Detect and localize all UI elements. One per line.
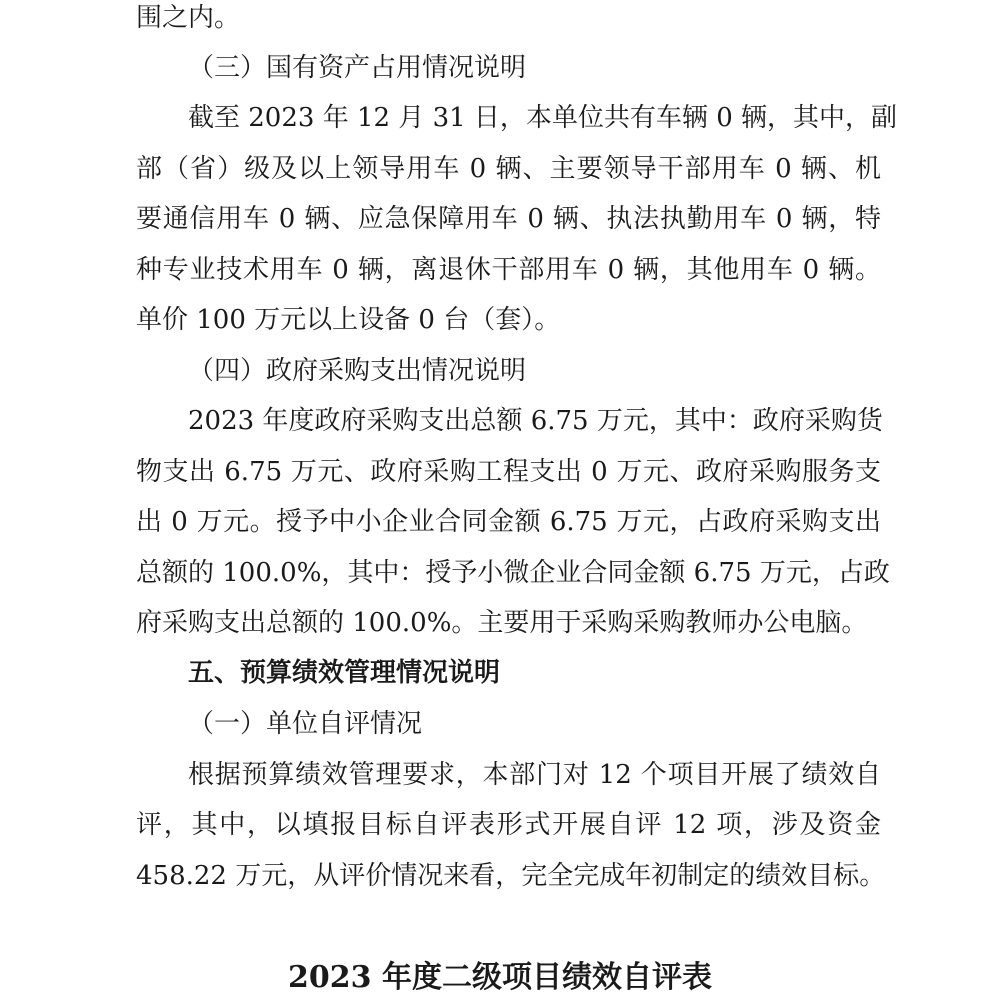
- section-heading-state-assets: （三）国有资产占用情况说明: [188, 53, 527, 83]
- subsection-heading-self-evaluation: （一）单位自评情况: [188, 709, 423, 739]
- paragraph-line: 458.22 万元，从评价情况来看，完全完成年初制定的绩效目标。: [136, 861, 886, 891]
- paragraph-line: 物支出 6.75 万元、政府采购工程支出 0 万元、政府采购服务支: [136, 457, 881, 487]
- paragraph-line: 评，其中，以填报目标自评表形式开展自评 12 项，涉及资金: [136, 810, 881, 840]
- paragraph-line: 2023 年度政府采购支出总额 6.75 万元，其中：政府采购货: [188, 406, 883, 436]
- paragraph-line: 围之内。: [136, 3, 241, 33]
- paragraph-line: 总额的 100.0%，其中：授予小微企业合同金额 6.75 万元，占政: [136, 558, 890, 588]
- paragraph-line: 部（省）级及以上领导用车 0 辆、主要领导干部用车 0 辆、机: [136, 154, 881, 184]
- paragraph-line: 府采购支出总额的 100.0%。主要用于采购采购教师办公电脑。: [136, 608, 868, 638]
- paragraph-line: 单价 100 万元以上设备 0 台（套）。: [136, 305, 561, 335]
- paragraph-line: 要通信用车 0 辆、应急保障用车 0 辆、执法执勤用车 0 辆，特: [136, 204, 881, 234]
- section-heading-performance: 五、预算绩效管理情况说明: [188, 658, 501, 688]
- section-heading-procurement: （四）政府采购支出情况说明: [188, 356, 527, 386]
- paragraph-line: 种专业技术用车 0 辆，离退休干部用车 0 辆，其他用车 0 辆。: [136, 255, 881, 285]
- paragraph-line: 出 0 万元。授予中小企业合同金额 6.75 万元，占政府采购支出: [136, 507, 881, 537]
- table-title: 2023 年度二级项目绩效自评表: [288, 960, 712, 995]
- paragraph-line: 根据预算绩效管理要求，本部门对 12 个项目开展了绩效自: [188, 760, 881, 790]
- paragraph-line: 截至 2023 年 12 月 31 日，本单位共有车辆 0 辆，其中，副: [188, 103, 897, 133]
